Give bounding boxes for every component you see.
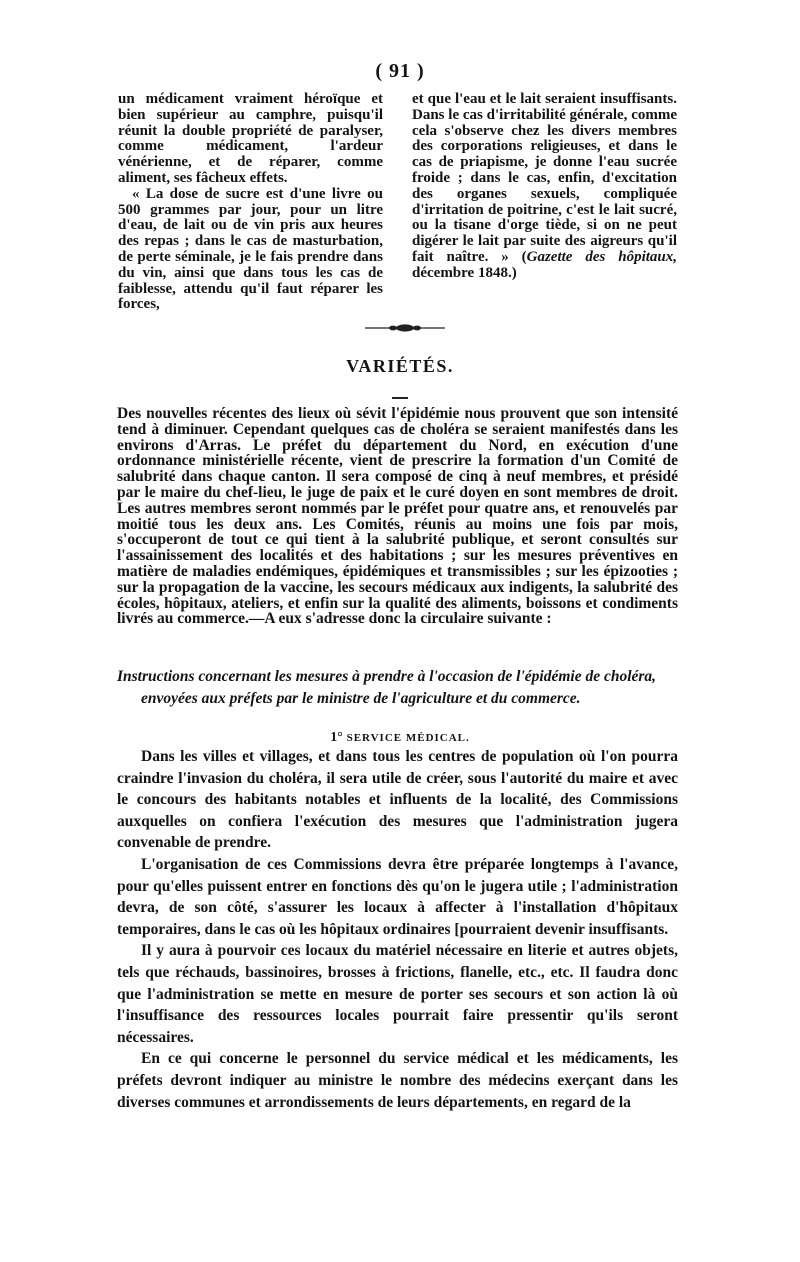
left-column xyxy=(118,92,383,313)
body-paragraph: Il y aura à pourvoir ces locaux du matériel nécessaire en literie et autres objets, tels que réchauds, bassinoires, brosses à frictions, flanelle, etc., etc. Il faudra donc que l'administration se mette en mesure de porter ses secours et son action là où l'insuffisance des ressources locales pourrait faire pressentir qu'ils seront nécessaires. xyxy=(117,942,678,1046)
body-paragraph: L'organisation de ces Commissions devra être préparée longtemps à l'avance, pour qu'elles puissent entrer en fonctions dès qu'on le jugera utile ; l'administration devra, de son côté, s'assurer les locaux à affecter à l'installation d'hôpitaux temporaires, dans le cas où les hôpitaux ordinaires [pourraient devenir insuffisants. xyxy=(117,855,678,938)
ornament-divider xyxy=(365,323,445,333)
right-column xyxy=(412,92,677,282)
right-column-text: et que l'eau et le lait seraient insuffisants. Dans le cas d'irritabilité générale, comme cela s'observe chez les divers membres des corporations religieuses, et dans le cas de priapisme, je donne l'eau sucrée froide ; dans le cas, enfin, d'excitation des organes sexuels, compliquée d'irritation de poitrine, c'est le lait sucré, ou la tisane d'orge tiède, si on ne peut digérer le lait par suite des aigreurs qu'il fait naître. » ( xyxy=(412,91,677,265)
left-column-paragraph: « La dose de sucre est d'une livre ou 500 grammes par jour, pour un litre d'eau, de lait ou de vin pris aux heures des repas ; dans le cas de masturbation, de perte séminale, je le fais prendre dans du vin, ainsi que dans tous les cas de faiblesse, attendu qu'il faut réparer les forces, xyxy=(118,185,383,313)
citation-source: Gazette des hôpitaux, xyxy=(526,248,677,265)
section-heading: VARIÉTÉS. xyxy=(346,356,454,376)
heading-dash xyxy=(392,397,408,399)
right-column-paragraph xyxy=(412,92,677,282)
page-number: ( 91 ) xyxy=(375,60,425,82)
subsection-title: SERVICE MÉDICAL. xyxy=(346,732,470,744)
body-paragraph: En ce qui concerne le personnel du service médical et les médicaments, les préfets devront indiquer au ministre le nombre des médecins exerçant dans les diverses communes et arrondissements de leurs départements, en regard de la xyxy=(117,1050,678,1111)
intro-paragraph: Des nouvelles récentes des lieux où sévit l'épidémie nous prouvent que son intensité tend à diminuer. Cependant quelques cas de choléra se seraient manifestés dans les environs d'Arras. Le préfet du département du Nord, en exécution d'une ordonnance ministérielle récente, vient de prescrire la formation d'un Comité de salubrité dans chaque canton. Il sera composé de cinq à neuf membres, et présidé par le maire du chef-lieu, le juge de paix et le curé doyen en sont membres de droit. Les autres membres seront nommés par le préfet pour quatre ans, et renouvelés par moitié tous les deux ans. Les Comités, réunis au moins une fois par mois, s'occuperont de tout ce qui tient à la salubrité publique, et seront consultés sur l'assainissement des localités et des habitations ; sur les mesures préventives en matière de maladies endémiques, épidémiques et transmissibles ; sur les épizooties ; sur la propagation de la vaccine, les secours médicaux aux indigents, la salubrité des écoles, hôpitaux, ateliers, et enfin sur la qualité des aliments, boissons et condiments livrés au commerce.—A eux s'adresse donc la circulaire suivante : xyxy=(117,405,678,628)
citation-date: décembre 1848.) xyxy=(412,264,517,281)
body-paragraph: Dans les villes et villages, et dans tous les centres de population où l'on pourra craindre l'invasion du choléra, il sera utile de créer, sous l'autorité du maire et avec le concours des habitants notables et influents de la localité, des Commissions auxquelles on confiera l'exécution des mesures que l'administration jugera convenable de prendre. xyxy=(117,748,678,852)
subsection-number: 1° xyxy=(330,730,343,745)
subsection-heading xyxy=(0,730,800,746)
left-column-paragraph: un médicament vraiment héroïque et bien supérieur au camphre, puisqu'il réunit la double propriété de paralyser, comme médicament, l'ardeur vénérienne, et de réparer, comme aliment, ses fâcheux effets. xyxy=(118,91,383,186)
intro-paragraph-block xyxy=(117,406,678,627)
main-body xyxy=(117,746,678,1113)
instructions-title: Instructions concernant les mesures à prendre à l'occasion de l'épidémie de choléra, envoyées aux préfets par le ministre de l'agriculture et du commerce. xyxy=(117,668,657,707)
